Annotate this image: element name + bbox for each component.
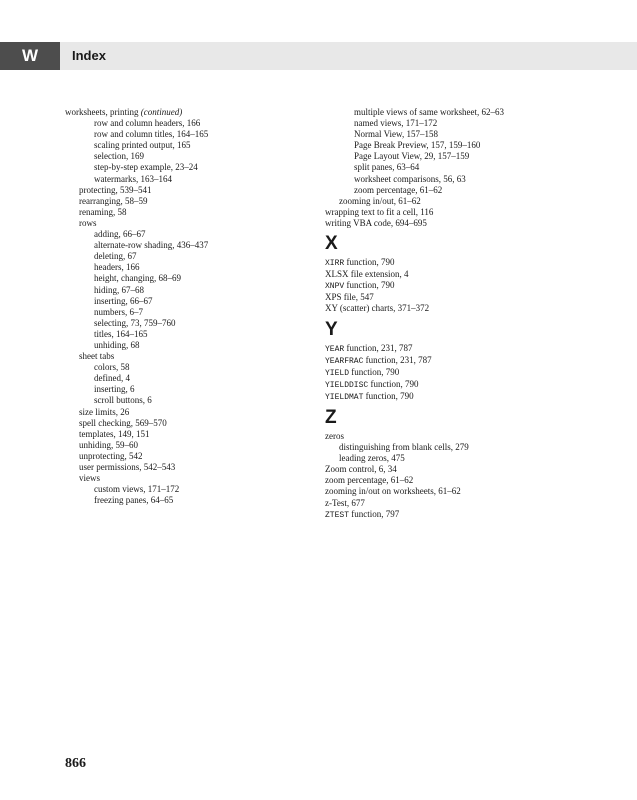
index-entry-text: writing VBA code, 694–695 xyxy=(325,217,427,228)
index-entry-text: user permissions, 542–543 xyxy=(79,462,176,472)
index-entry xyxy=(65,395,310,406)
index-entry-text: selection, 169 xyxy=(94,151,144,162)
index-entry-text: row and column titles, 164–165 xyxy=(94,129,209,140)
index-entry-text: spell checking, 569–570 xyxy=(79,417,167,428)
index-entry xyxy=(325,509,585,521)
index-entry xyxy=(325,355,585,367)
index-entry xyxy=(325,498,585,509)
function-name: YIELD xyxy=(325,368,350,378)
index-entry-text: unhiding, 59–60 xyxy=(79,439,139,450)
index-entry xyxy=(325,129,585,140)
index-entry xyxy=(325,196,585,207)
index-entry-text: Zoom control, 6, 34 xyxy=(325,464,397,475)
index-entry-text: function, 790 xyxy=(344,280,395,291)
index-entry-text: size limits, 26 xyxy=(79,406,130,417)
section-letter-y: Y xyxy=(325,318,338,340)
index-entry-text: titles, 164–165 xyxy=(94,328,148,339)
index-entry xyxy=(65,273,310,284)
index-entry-text: selecting, 73, 759–760 xyxy=(94,317,176,328)
section-letter-z: Z xyxy=(325,406,337,428)
index-entry xyxy=(325,391,585,403)
index-entry xyxy=(65,140,310,151)
index-entry xyxy=(325,151,585,162)
index-entry xyxy=(325,218,585,229)
index-entry xyxy=(65,440,310,451)
index-entry xyxy=(325,379,585,391)
index-entry-text: hiding, 67–68 xyxy=(94,284,145,295)
index-entry xyxy=(325,475,585,486)
index-entry xyxy=(65,473,310,484)
index-entry xyxy=(65,218,310,229)
index-entry-list-w xyxy=(325,107,585,229)
index-entry-text: height, changing, 68–69 xyxy=(94,273,181,284)
index-entry-list-z xyxy=(325,431,585,521)
index-entry xyxy=(65,207,310,218)
index-entry xyxy=(65,296,310,307)
index-entry-text: function, 231, 787 xyxy=(344,342,413,353)
index-entry xyxy=(325,140,585,151)
index-entry xyxy=(65,407,310,418)
index-entry-list-y xyxy=(325,343,585,403)
index-entry-heading xyxy=(65,107,310,118)
index-entry xyxy=(325,185,585,196)
function-name: XIRR xyxy=(325,259,345,269)
index-entry xyxy=(65,118,310,129)
index-entry xyxy=(65,285,310,296)
index-entry xyxy=(65,129,310,140)
index-entry-text: colors, 58 xyxy=(94,362,130,373)
index-entry xyxy=(65,251,310,262)
index-entry xyxy=(325,292,585,303)
continued-label: (continued) xyxy=(140,107,183,117)
index-entry xyxy=(65,429,310,440)
index-entry xyxy=(325,162,585,173)
index-entry xyxy=(65,362,310,373)
running-header-title: Index xyxy=(72,48,106,63)
index-entry-text: sheet tabs xyxy=(79,351,115,362)
index-entry xyxy=(65,196,310,207)
function-name: YEAR xyxy=(325,344,345,354)
function-name: YIELDDISC xyxy=(325,380,369,390)
index-entry xyxy=(65,162,310,173)
index-entry xyxy=(65,318,310,329)
index-entry-text: adding, 66–67 xyxy=(94,229,146,240)
index-entry-text: worksheets, printing xyxy=(65,107,141,117)
index-entry xyxy=(65,373,310,384)
index-entry xyxy=(65,151,310,162)
index-entry xyxy=(65,384,310,395)
index-entry xyxy=(65,340,310,351)
index-entry-text: split panes, 63–64 xyxy=(354,162,420,173)
index-entry-text: zooming in/out on worksheets, 61–62 xyxy=(325,486,461,497)
index-entry-text: zoom percentage, 61–62 xyxy=(354,184,443,195)
index-entry xyxy=(325,486,585,497)
function-name: ZTEST xyxy=(325,510,350,520)
index-entry-text: function, 797 xyxy=(349,508,400,519)
index-entry xyxy=(325,453,585,464)
index-entry-text: named views, 171–172 xyxy=(354,118,438,129)
index-entry xyxy=(325,257,585,269)
index-entry xyxy=(65,262,310,273)
index-entry-text: z-Test, 677 xyxy=(325,497,365,508)
index-entry-text: alternate-row shading, 436–437 xyxy=(94,240,209,251)
running-header xyxy=(0,42,637,70)
index-entry xyxy=(325,174,585,185)
index-entry-text: defined, 4 xyxy=(94,373,130,384)
section-letter-tab: W xyxy=(0,42,60,70)
index-entry xyxy=(65,307,310,318)
index-entry-text: Normal View, 157–158 xyxy=(354,129,438,140)
index-entry-text: freezing panes, 64–65 xyxy=(94,495,174,506)
index-entry xyxy=(65,240,310,251)
index-entry xyxy=(325,107,585,118)
index-entry-text: scaling printed output, 165 xyxy=(94,140,191,151)
index-entry-text: zooming in/out, 61–62 xyxy=(339,195,421,206)
index-entry-text: numbers, 6–7 xyxy=(94,306,143,317)
index-entry-text: inserting, 6 xyxy=(94,384,135,395)
index-entry-text: protecting, 539–541 xyxy=(79,184,152,195)
index-entry-text: multiple views of same worksheet, 62–63 xyxy=(354,107,504,117)
index-entry-text: deleting, 67 xyxy=(94,251,137,262)
index-entry-text: distinguishing from blank cells, 279 xyxy=(339,442,469,453)
index-entry-text: worksheet comparisons, 56, 63 xyxy=(354,173,466,184)
function-name: YEARFRAC xyxy=(325,356,364,366)
index-entry xyxy=(325,464,585,475)
index-entry-text: inserting, 66–67 xyxy=(94,295,153,306)
function-name: YIELDMAT xyxy=(325,392,364,402)
index-entry-text: renaming, 58 xyxy=(79,206,127,217)
index-entry xyxy=(325,431,585,442)
index-entry xyxy=(325,280,585,292)
index-entry-text: function, 790 xyxy=(363,390,414,401)
index-entry-text: function, 790 xyxy=(349,366,400,377)
index-entry xyxy=(325,367,585,379)
page-number: 866 xyxy=(65,756,86,771)
index-entry xyxy=(65,418,310,429)
index-column-left xyxy=(65,107,310,506)
index-entry-text: zeros xyxy=(325,430,344,441)
index-entry-text: function, 790 xyxy=(344,257,395,268)
index-entry-text: unprotecting, 542 xyxy=(79,450,143,461)
index-entry xyxy=(325,269,585,280)
index-entry-text: rows xyxy=(79,217,97,228)
index-entry-text: leading zeros, 475 xyxy=(339,453,405,464)
index-entry xyxy=(65,185,310,196)
index-entry xyxy=(325,442,585,453)
index-entry-text: scroll buttons, 6 xyxy=(94,395,152,406)
index-entry xyxy=(65,351,310,362)
index-column-right xyxy=(325,107,585,521)
index-entry-text: custom views, 171–172 xyxy=(94,484,180,495)
index-entry-text: step-by-step example, 23–24 xyxy=(94,162,198,173)
index-entry-text: views xyxy=(79,473,100,484)
index-entry-list xyxy=(65,118,310,506)
section-letter-x: X xyxy=(325,233,338,255)
index-entry-text: unhiding, 68 xyxy=(94,339,140,350)
index-entry xyxy=(65,229,310,240)
index-entry xyxy=(65,451,310,462)
index-entry xyxy=(65,484,310,495)
function-name: XNPV xyxy=(325,282,345,292)
index-entry xyxy=(65,462,310,473)
index-entry-text: zoom percentage, 61–62 xyxy=(325,475,414,486)
index-entry-text: wrapping text to fit a cell, 116 xyxy=(325,206,434,217)
index-entry-list-x xyxy=(325,257,585,314)
index-entry-text: headers, 166 xyxy=(94,262,140,273)
index-entry xyxy=(65,495,310,506)
index-entry xyxy=(325,303,585,314)
index-entry-text: rearranging, 58–59 xyxy=(79,195,148,206)
index-entry xyxy=(65,329,310,340)
index-entry-text: row and column headers, 166 xyxy=(94,118,201,129)
index-entry xyxy=(325,343,585,355)
index-entry-text: XLSX file extension, 4 xyxy=(325,269,409,280)
index-entry-text: function, 790 xyxy=(368,378,419,389)
index-entry-text: templates, 149, 151 xyxy=(79,428,150,439)
index-entry-text: Page Break Preview, 157, 159–160 xyxy=(354,140,481,151)
index-entry-text: XPS file, 547 xyxy=(325,292,374,303)
index-entry-text: watermarks, 163–164 xyxy=(94,173,172,184)
index-entry-text: Page Layout View, 29, 157–159 xyxy=(354,151,470,162)
index-entry xyxy=(325,118,585,129)
index-entry-text: XY (scatter) charts, 371–372 xyxy=(325,303,430,314)
index-entry xyxy=(65,174,310,185)
index-entry-text: function, 231, 787 xyxy=(363,354,432,365)
index-entry xyxy=(325,207,585,218)
